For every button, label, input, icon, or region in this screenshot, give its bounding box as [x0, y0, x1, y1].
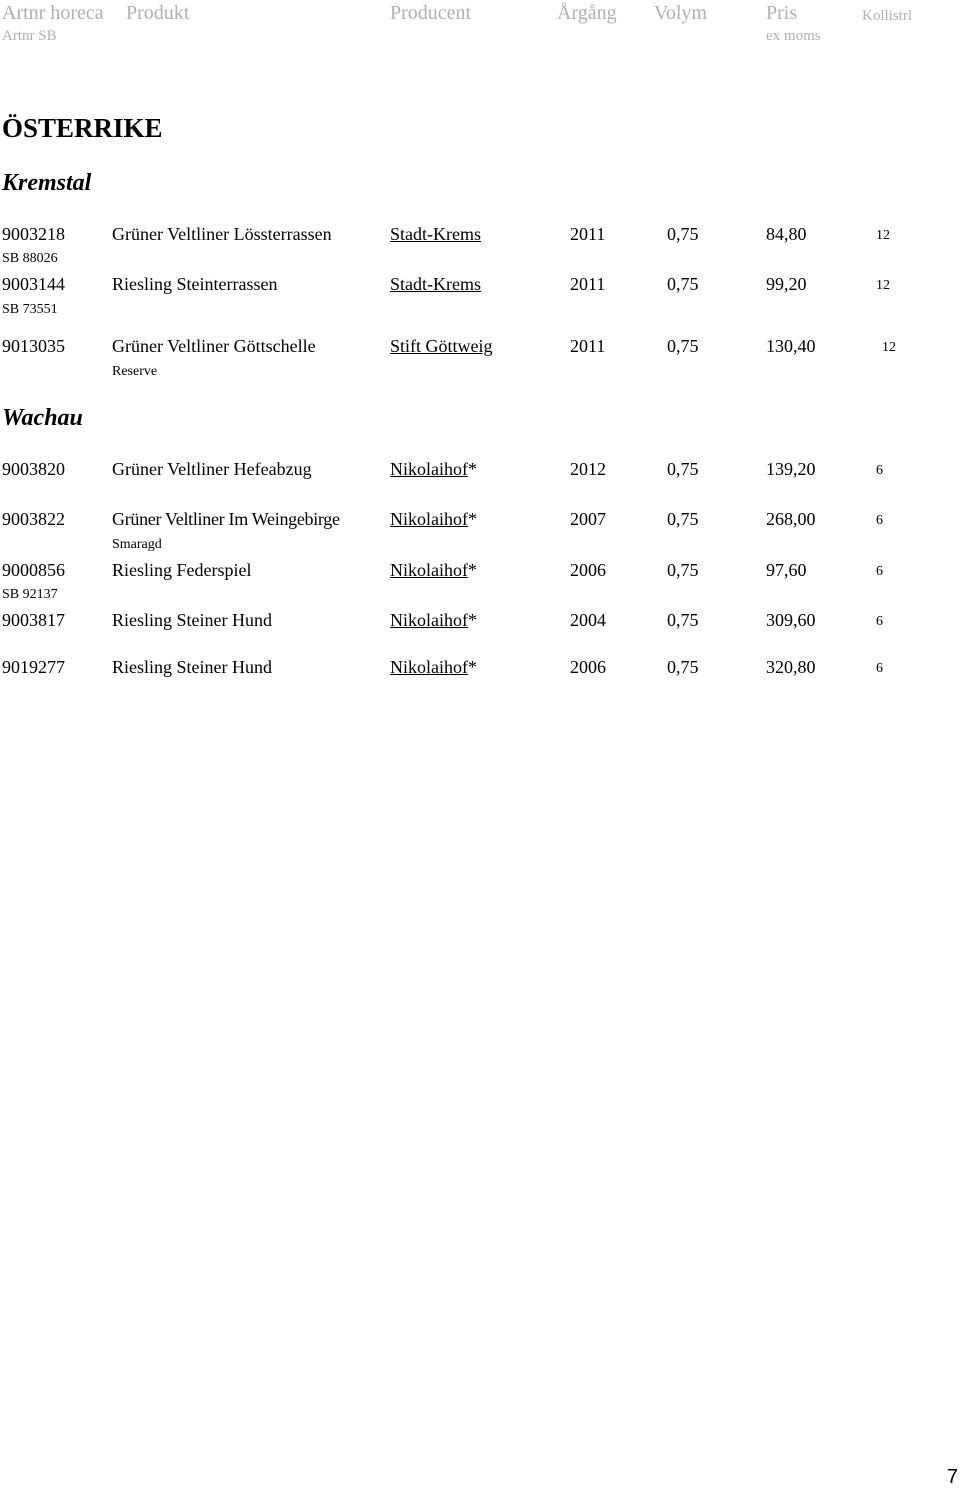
price: 130,40	[766, 336, 816, 356]
producer-link[interactable]: Nikolaihof	[390, 509, 468, 529]
vintage: 2011	[570, 224, 606, 244]
page-number: 7	[946, 1466, 958, 1488]
producer-asterisk: *	[468, 657, 477, 677]
header-volym: Volym	[654, 2, 707, 24]
header-pris: Pris	[766, 2, 798, 24]
vintage: 2012	[570, 459, 606, 479]
producer	[390, 459, 477, 480]
volume: 0,75	[667, 336, 699, 356]
producer-asterisk: *	[468, 560, 477, 580]
producer-link[interactable]: Nikolaihof	[390, 459, 468, 479]
price: 268,00	[766, 509, 816, 529]
price: 97,60	[766, 560, 807, 580]
volume: 0,75	[667, 274, 699, 294]
producer-asterisk: *	[468, 610, 477, 630]
producer-link[interactable]: Stift Göttweig	[390, 336, 493, 356]
pack-size: 12	[876, 278, 890, 293]
product-name: Riesling Steinterrassen	[112, 274, 278, 294]
artnr: 9003144	[2, 274, 65, 294]
artnr: 9019277	[2, 657, 65, 677]
region-heading: Wachau	[2, 405, 83, 431]
volume: 0,75	[667, 459, 699, 479]
vintage: 2011	[570, 274, 606, 294]
producer-link[interactable]: Nikolaihof	[390, 610, 468, 630]
producer-asterisk: *	[468, 459, 477, 479]
producer-link[interactable]: Stadt-Krems	[390, 274, 481, 294]
artnr-sb: SB 73551	[2, 302, 58, 317]
price: 84,80	[766, 224, 807, 244]
pack-size: 6	[876, 661, 883, 676]
producer	[390, 509, 477, 530]
vintage: 2004	[570, 610, 606, 630]
region-heading: Kremstal	[2, 170, 92, 196]
vintage: 2006	[570, 657, 606, 677]
vintage: 2007	[570, 509, 606, 529]
product-name: Grüner Veltliner Im Weingebirge	[112, 509, 340, 529]
producer-link[interactable]: Nikolaihof	[390, 560, 468, 580]
producer-asterisk: *	[468, 509, 477, 529]
pack-size: 6	[876, 564, 883, 579]
header-artnr-horeca: Artnr horeca	[2, 2, 104, 24]
artnr: 9003817	[2, 610, 65, 630]
product-name: Grüner Veltliner Göttschelle	[112, 336, 316, 356]
price: 139,20	[766, 459, 816, 479]
pack-size: 6	[876, 614, 883, 629]
product-sub: Reserve	[112, 364, 158, 379]
volume: 0,75	[667, 610, 699, 630]
product-name: Riesling Steiner Hund	[112, 610, 272, 630]
header-ex-moms: ex moms	[766, 28, 821, 44]
producer	[390, 657, 477, 678]
header-kollistrl: Kollistrl	[862, 8, 913, 24]
vintage: 2011	[570, 336, 606, 356]
country-heading: ÖSTERRIKE	[2, 113, 163, 143]
producer	[390, 560, 477, 581]
volume: 0,75	[667, 560, 699, 580]
product-sub: Smaragd	[112, 537, 162, 552]
artnr-sb: SB 92137	[2, 587, 58, 602]
volume: 0,75	[667, 224, 699, 244]
artnr-sb: SB 88026	[2, 251, 58, 266]
artnr: 9003822	[2, 509, 65, 529]
pack-size: 12	[876, 228, 890, 243]
pack-size: 6	[876, 463, 883, 478]
header-argang: Årgång	[557, 2, 617, 24]
product-name: Grüner Veltliner Lössterrassen	[112, 224, 332, 244]
price: 99,20	[766, 274, 807, 294]
volume: 0,75	[667, 509, 699, 529]
producer-link[interactable]: Stadt-Krems	[390, 224, 481, 244]
product-name: Riesling Federspiel	[112, 560, 252, 580]
header-artnr-sb: Artnr SB	[2, 28, 57, 44]
header-produkt: Produkt	[126, 2, 190, 24]
product-name: Riesling Steiner Hund	[112, 657, 272, 677]
producer-link[interactable]: Nikolaihof	[390, 657, 468, 677]
vintage: 2006	[570, 560, 606, 580]
pack-size: 6	[876, 513, 883, 528]
price: 309,60	[766, 610, 816, 630]
artnr: 9003820	[2, 459, 65, 479]
pack-size: 12	[882, 340, 896, 355]
product-name: Grüner Veltliner Hefeabzug	[112, 459, 312, 479]
header-producent: Producent	[390, 2, 472, 24]
artnr: 9003218	[2, 224, 65, 244]
producer	[390, 610, 477, 631]
artnr: 9000856	[2, 560, 65, 580]
artnr: 9013035	[2, 336, 65, 356]
price: 320,80	[766, 657, 816, 677]
volume: 0,75	[667, 657, 699, 677]
